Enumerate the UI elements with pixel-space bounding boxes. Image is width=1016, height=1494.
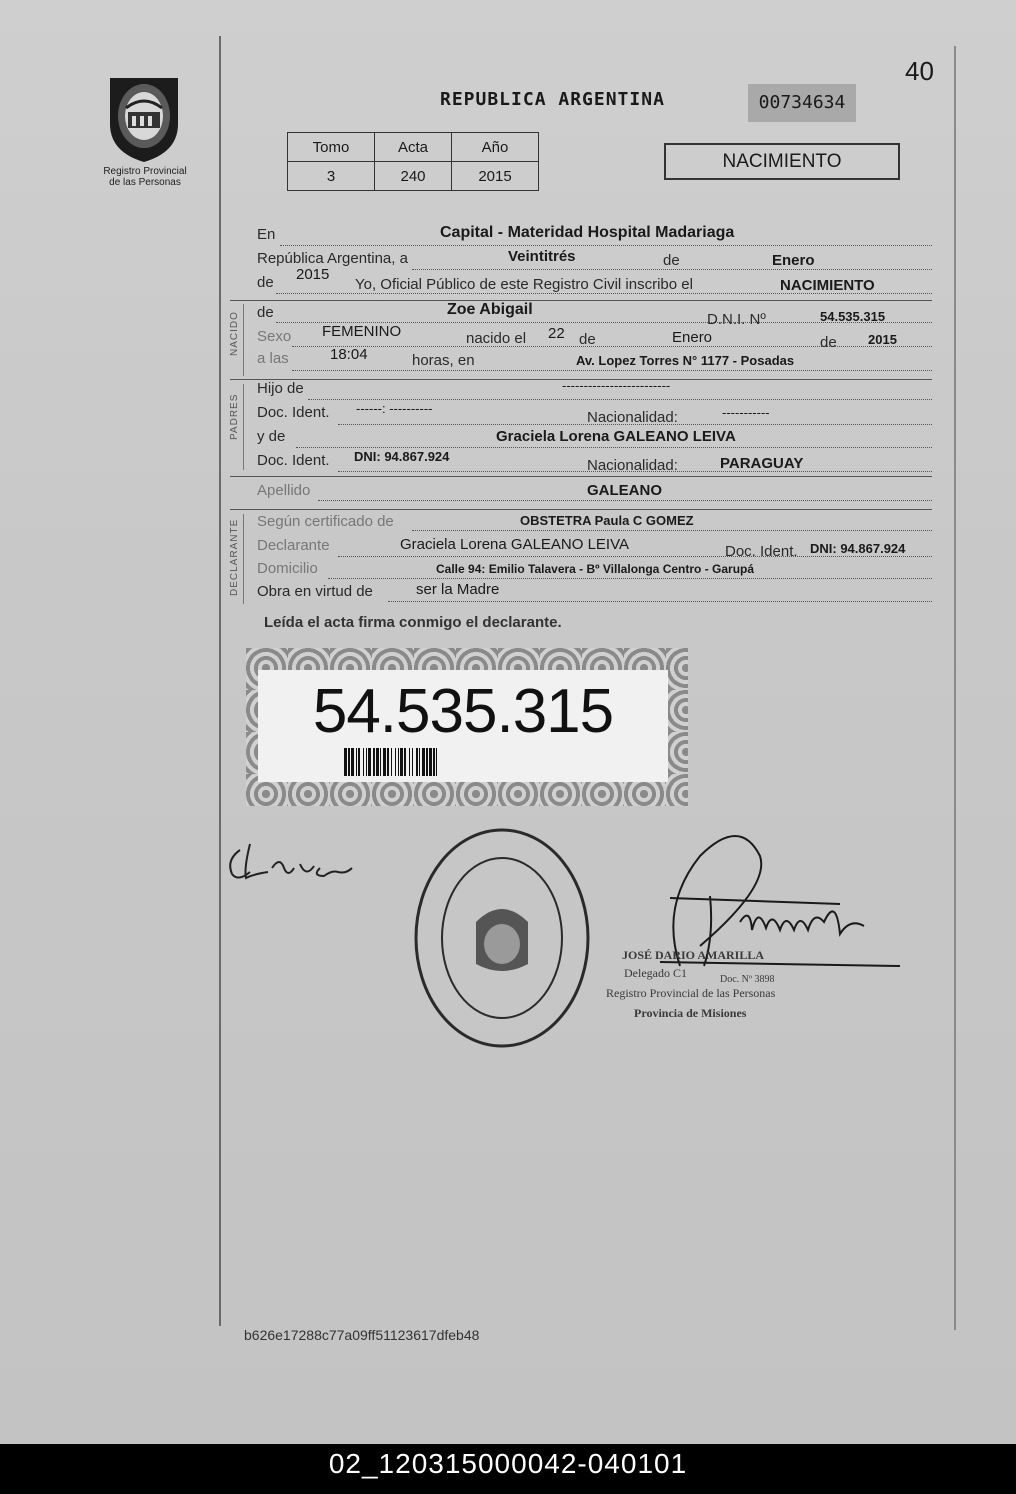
declarante-doc-value: DNI: 94.867.924 — [810, 541, 906, 556]
tomo-header: Tomo — [288, 133, 375, 162]
acta-header: Acta — [375, 133, 452, 162]
a-las-label: a las — [257, 350, 289, 367]
page-number: 40 — [905, 56, 934, 86]
nacido-sidebar-rule — [243, 304, 244, 376]
republica-label: República Argentina, a — [257, 250, 408, 267]
record-type-box: NACIMIENTO — [664, 143, 900, 180]
nacido-el-label: nacido el — [466, 330, 527, 347]
dni-value: 54.535.315 — [820, 309, 886, 324]
hora-value: 18:04 — [330, 346, 368, 363]
anio-value: 2015 — [452, 162, 539, 191]
official-org: Registro Provincial de las Personas — [606, 986, 776, 1000]
obra-dotline — [388, 601, 932, 602]
serial-number: 00734634 — [748, 84, 856, 122]
section-divider-1 — [230, 300, 932, 301]
declarante-label: Declarante — [257, 537, 330, 554]
padre-value: ------------------------- — [562, 378, 671, 393]
section-divider-4 — [230, 509, 932, 510]
madre-nac-value: PARAGUAY — [720, 455, 804, 472]
padres-side-label: PADRES — [229, 393, 240, 440]
dni-sticker-label — [258, 670, 668, 782]
anio-inscripcion-value: 2015 — [296, 266, 330, 283]
nacido-side-label: NACIDO — [229, 311, 240, 356]
certificado-value: OBSTETRA Paula C GOMEZ — [520, 513, 694, 528]
declarante-dotline — [338, 556, 932, 557]
domicilio-label: Domicilio — [257, 560, 318, 577]
hora-dotline — [292, 370, 932, 371]
official-name: JOSÉ DARIO AMARILLA — [622, 948, 765, 962]
nombre-value: Zoe Abigail — [447, 301, 533, 318]
oficial-text: Yo, Oficial Público de este Registro Civil inscribo el — [355, 276, 693, 293]
declarante-signature-image — [220, 838, 360, 888]
apellido-label: Apellido — [257, 482, 311, 499]
de-label-3: de — [579, 331, 596, 348]
madre-doc-value: DNI: 94.867.924 — [354, 449, 450, 464]
file-identifier: 02_120315000042-040101 — [328, 1448, 688, 1479]
nacido-dia-value: 22 — [548, 325, 565, 342]
official-seal-image — [412, 826, 592, 1050]
logo-caption-line-1: Registro Provincial — [103, 166, 187, 177]
anio-header: Año — [452, 133, 539, 162]
de-label-1: de — [663, 252, 680, 269]
dni-barcode — [344, 748, 592, 776]
doc-ident-label-2: Doc. Ident. — [257, 452, 330, 469]
official-doc: Doc. Nº 3898 — [720, 974, 775, 985]
padre-nac-value: ----------- — [722, 405, 770, 420]
nacido-anio-value: 2015 — [868, 332, 897, 347]
left-margin-rule — [219, 36, 221, 1326]
madre-dotline — [296, 447, 932, 448]
apellido-value: GALEANO — [587, 482, 662, 499]
sexo-label: Sexo — [257, 328, 292, 345]
nacido-mes-value: Enero — [672, 329, 713, 346]
nacionalidad-label-2: Nacionalidad: — [587, 457, 678, 474]
y-de-label: y de — [257, 428, 286, 445]
mes-value: Enero — [772, 252, 815, 269]
declarante-sidebar-rule — [243, 514, 244, 604]
registry-table — [287, 132, 539, 191]
de-label-4: de — [820, 334, 837, 351]
doc-ident-label-3: Doc. Ident. — [725, 543, 798, 560]
province-coat-of-arms-icon — [104, 68, 184, 164]
apellido-dotline — [318, 500, 932, 501]
de-nombre-label: de — [257, 304, 274, 321]
acta-value: 240 — [375, 162, 452, 191]
republica-dotline — [412, 269, 932, 270]
domicilio-nac-value: Av. Lopez Torres N° 1177 - Posadas — [576, 353, 795, 368]
tomo-value: 3 — [288, 162, 375, 191]
obra-value: ser la Madre — [416, 581, 500, 598]
dni-sticker — [246, 648, 688, 806]
hijo-de-dotline — [308, 399, 932, 400]
en-label: En — [257, 226, 276, 243]
official-role: Delegado C1 — [624, 966, 687, 980]
logo-caption-line-2: de las Personas — [109, 177, 181, 188]
padre-doc-value: ------: ---------- — [356, 401, 433, 416]
domicilio-value: Calle 94: Emilio Talavera - Bº Villalonga Centro - Garupá — [436, 562, 755, 576]
acto-value: NACIMIENTO — [780, 277, 875, 294]
logo-caption — [92, 166, 198, 188]
closing-statement: Leída el acta firma conmigo el declarante. — [264, 614, 562, 631]
official-province: Provincia de Misiones — [634, 1006, 747, 1020]
certificado-dotline — [412, 530, 932, 531]
declarante-value: Graciela Lorena GALEANO LEIVA — [400, 536, 629, 553]
dia-texto-value: Veintitrés — [508, 248, 576, 265]
section-divider-3 — [230, 476, 932, 477]
document-title: REPUBLICA ARGENTINA — [440, 89, 665, 110]
en-dotline — [280, 245, 932, 246]
domicilio-dotline — [328, 578, 932, 579]
dni-sticker-number: 54.535.315 — [312, 677, 614, 746]
hijo-de-label: Hijo de — [257, 380, 304, 397]
madre-value: Graciela Lorena GALEANO LEIVA — [496, 428, 736, 445]
declarante-side-label: DECLARANTE — [229, 518, 240, 596]
sexo-value: FEMENINO — [322, 323, 402, 340]
nacionalidad-label-1: Nacionalidad: — [587, 409, 678, 426]
certificado-label: Según certificado de — [257, 513, 394, 530]
right-margin-rule — [954, 46, 956, 1330]
lugar-value: Capital - Materidad Hospital Madariaga — [440, 224, 735, 241]
barcode-bar — [437, 748, 440, 776]
dni-label: D.N.I. Nº — [707, 311, 766, 328]
obra-label: Obra en virtud de — [257, 583, 373, 600]
padres-sidebar-rule — [243, 384, 244, 470]
de-label-2: de — [257, 274, 274, 291]
doc-ident-label-1: Doc. Ident. — [257, 404, 330, 421]
horas-en-label: horas, en — [412, 352, 475, 369]
document-hash: b626e17288c77a09ff51123617dfeb48 — [244, 1327, 480, 1343]
